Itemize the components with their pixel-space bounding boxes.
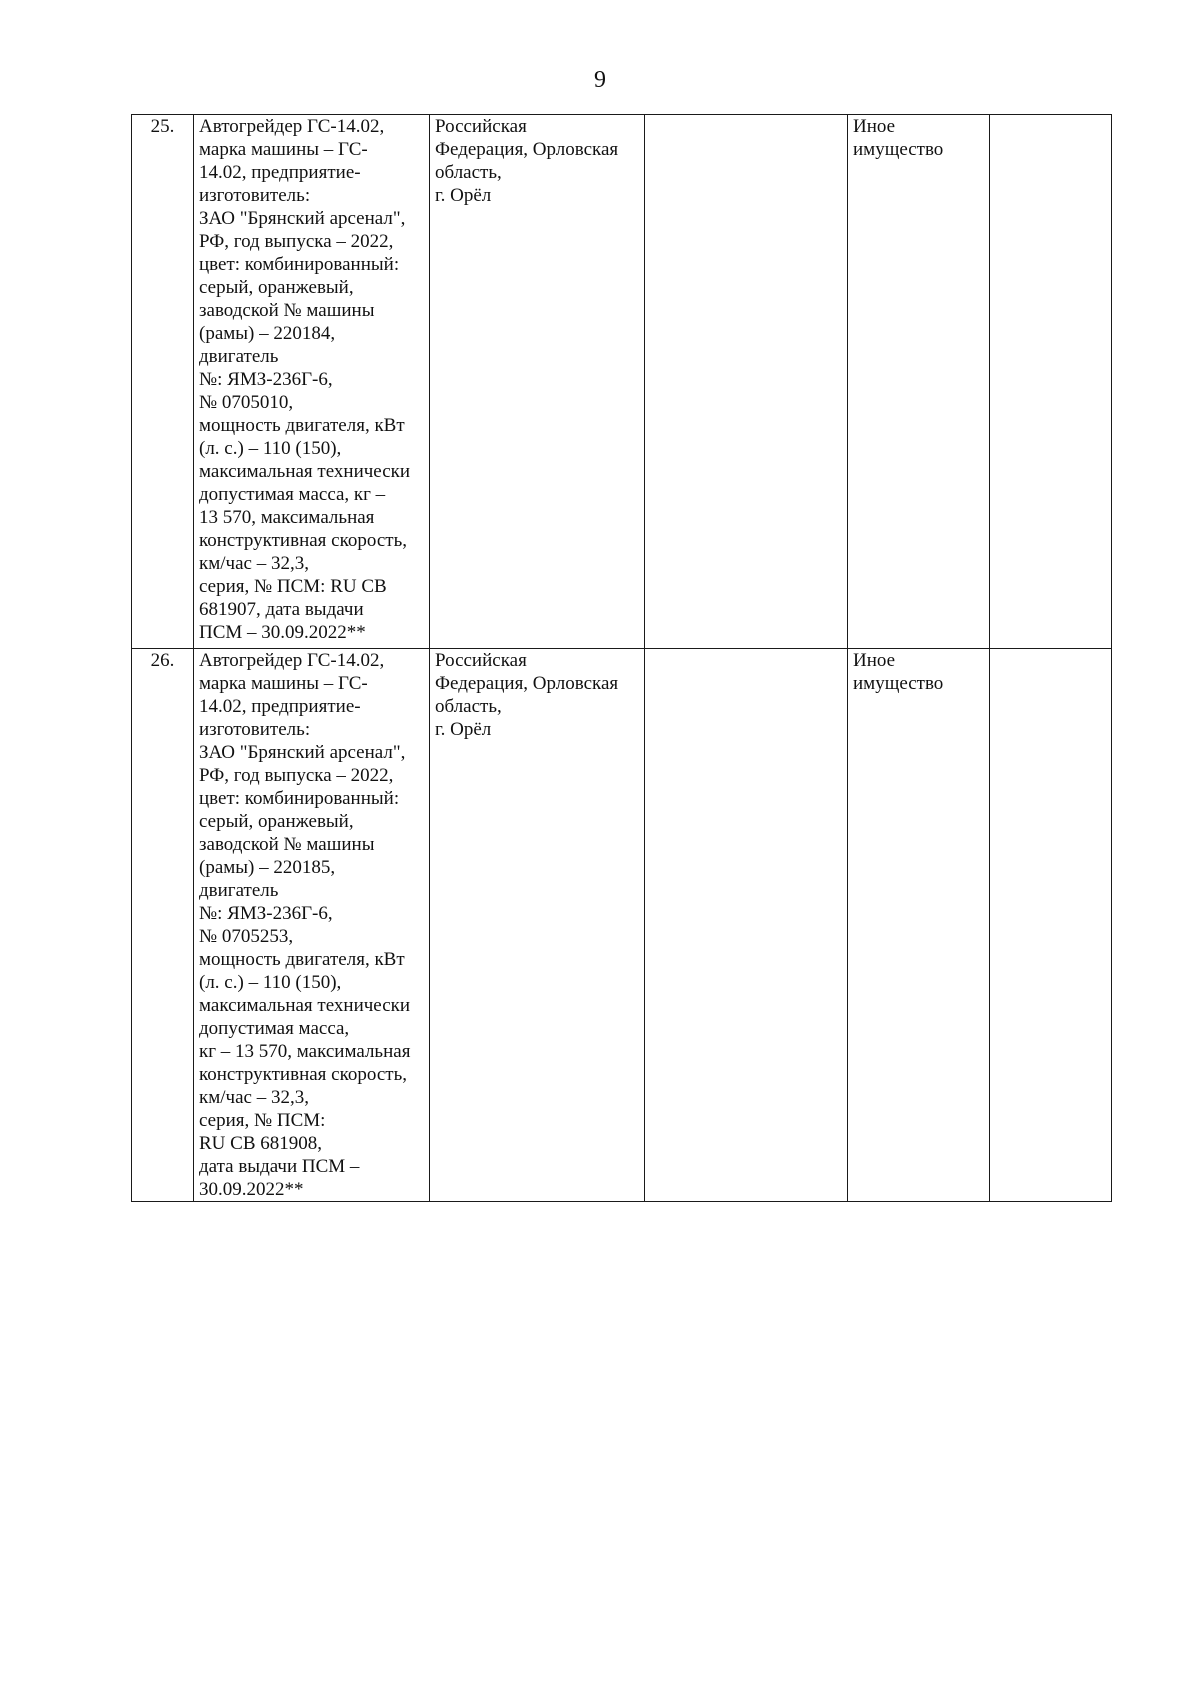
empty-cell — [645, 649, 848, 1202]
location-cell: Российская Федерация, Орловская область, г. Орёл — [430, 649, 645, 1202]
empty-cell — [645, 115, 848, 649]
location-cell: Российская Федерация, Орловская область, г. Орёл — [430, 115, 645, 649]
empty-cell — [990, 115, 1112, 649]
description-cell: Автогрейдер ГС-14.02, марка машины – ГС- 14.02, предприятие- изготовитель: ЗАО "Брянский арсенал", РФ, год выпуска – 2022, цвет: комбинированный: серый, оранжевый, заводской № машины (рамы) – 220184, двигатель №: ЯМЗ-236Г-6, № 0705010, мощность двигателя, кВт (л. с.) – 110 (150), максимальная технически допустимая масса, кг – 13 570, максимальная конструктивная скорость, км/час – 32,3, серия, № ПСМ: RU CB 681907, дата выдачи ПСМ – 30.09.2022** — [194, 115, 430, 649]
empty-cell — [990, 649, 1112, 1202]
row-number-cell: 26. — [132, 649, 194, 1202]
table-row — [132, 115, 1112, 649]
page-number: 9 — [594, 67, 606, 93]
property-type-cell: Иное имущество — [848, 649, 990, 1202]
property-registry-table — [131, 114, 1112, 1202]
table-row — [132, 649, 1112, 1202]
description-cell: Автогрейдер ГС-14.02, марка машины – ГС- 14.02, предприятие- изготовитель: ЗАО "Брянский арсенал", РФ, год выпуска – 2022, цвет: комбинированный: серый, оранжевый, заводской № машины (рамы) – 220185, двигатель №: ЯМЗ-236Г-6, № 0705253, мощность двигателя, кВт (л. с.) – 110 (150), максимальная технически допустимая масса, кг – 13 570, максимальная конструктивная скорость, км/час – 32,3, серия, № ПСМ: RU CB 681908, дата выдачи ПСМ – 30.09.2022** — [194, 649, 430, 1202]
property-type-cell: Иное имущество — [848, 115, 990, 649]
row-number-cell: 25. — [132, 115, 194, 649]
